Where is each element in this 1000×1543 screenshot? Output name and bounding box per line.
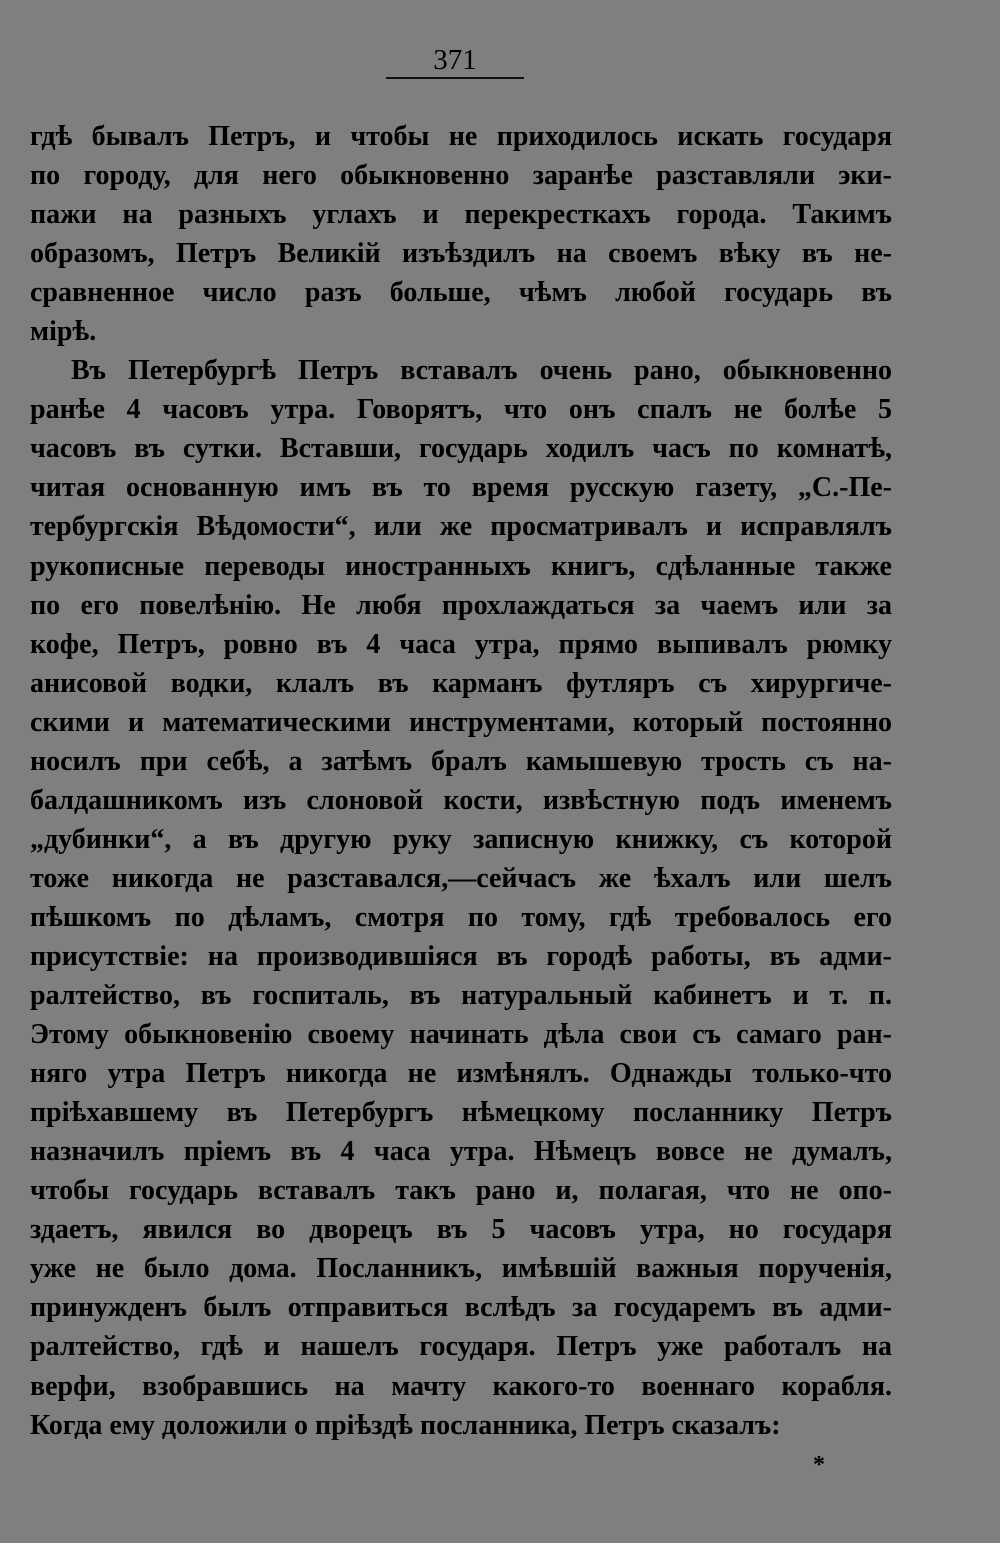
text-line: гдѣ бывалъ Петръ, и чтобы не приходилось искать государя — [30, 121, 892, 152]
text-line: Въ Петербургѣ Петръ вставалъ очень рано, обыкновенно — [71, 355, 892, 387]
paragraph — [30, 117, 892, 351]
text-line: верфи, взобравшись на мачту какого-то военнаго корабля. — [30, 1370, 892, 1402]
text-line: кофе, Петръ, ровно въ 4 часа утра, прямо выпивалъ рюмку — [30, 628, 892, 660]
text-line: пѣшкомъ по дѣламъ, смотря по тому, гдѣ требовалось его — [30, 901, 892, 933]
text-line: читая основанную имъ въ то время русскую газету, „С.-Пе- — [30, 472, 892, 504]
text-line: Когда ему доложили о пріѣздѣ посланника, Петръ сказалъ: — [30, 1409, 781, 1441]
page-number-rule — [386, 77, 524, 79]
text-line: ранѣе 4 часовъ утра. Говорятъ, что онъ спалъ не болѣе 5 — [30, 394, 892, 426]
body-text — [30, 117, 892, 1445]
text-line: тербургскія Вѣдомости“, или же просматривалъ и исправлялъ — [30, 511, 892, 543]
text-line: присутствіе: на производившіяся въ городѣ работы, въ адми- — [30, 940, 892, 972]
text-line: носилъ при себѣ, а затѣмъ бралъ камышевую трость съ на- — [30, 745, 892, 777]
text-line: образомъ, Петръ Великій изъѣздилъ на своемъ вѣку въ не- — [30, 238, 892, 270]
signature-mark: * — [813, 1452, 825, 1478]
text-line: сравненное число разъ больше, чѣмъ любой государь въ — [30, 277, 892, 309]
text-line: чтобы государь вставалъ такъ рано и, полагая, что не опо- — [30, 1175, 892, 1207]
text-line: ралтейство, въ госпиталь, въ натуральный кабинетъ и т. п. — [30, 980, 892, 1012]
text-line: ралтейство, гдѣ и нашелъ государя. Петръ уже работалъ на — [30, 1331, 892, 1363]
text-line: пріѣхавшему въ Петербургъ нѣмецкому посланнику Петръ — [30, 1097, 892, 1129]
text-line: няго утра Петръ никогда не измѣнялъ. Однажды только-что — [30, 1058, 892, 1090]
text-line: Этому обыкновенію своему начинать дѣла свои съ самаго ран- — [30, 1019, 892, 1051]
text-line: пажи на разныхъ углахъ и перекресткахъ города. Такимъ — [30, 199, 892, 231]
text-line: уже не было дома. Посланникъ, имѣвшій важныя порученія, — [30, 1253, 892, 1285]
text-line: принужденъ былъ отправиться вслѣдъ за государемъ въ адми- — [30, 1292, 892, 1324]
text-line: скими и математическими инструментами, который постоянно — [30, 706, 892, 738]
text-line: часовъ въ сутки. Вставши, государь ходилъ часъ по комнатѣ, — [30, 433, 892, 465]
text-line: по городу, для него обыкновенно заранѣе разставляли эки- — [30, 160, 892, 192]
text-line: здаетъ, явился во дворецъ въ 5 часовъ утра, но государя — [30, 1214, 892, 1246]
text-line: по его повелѣнію. Не любя прохлаждаться за чаемъ или за — [30, 589, 892, 621]
text-line: „дубинки“, а въ другую руку записную книжку, съ которой — [30, 823, 892, 855]
text-line: назначилъ пріемъ въ 4 часа утра. Нѣмецъ вовсе не думалъ, — [30, 1136, 892, 1168]
page-number: 371 — [433, 44, 477, 76]
text-line: мірѣ. — [30, 316, 97, 348]
text-line: анисовой водки, клалъ въ карманъ футляръ съ хирургиче- — [30, 667, 892, 699]
text-line: рукописные переводы иностранныхъ книгъ, сдѣланные также — [30, 550, 892, 582]
paragraph — [30, 351, 892, 1444]
text-line: тоже никогда не разставался,—сейчасъ же ѣхалъ или шелъ — [30, 862, 892, 894]
text-line: балдашникомъ изъ слоновой кости, извѣстную подъ именемъ — [30, 784, 892, 816]
